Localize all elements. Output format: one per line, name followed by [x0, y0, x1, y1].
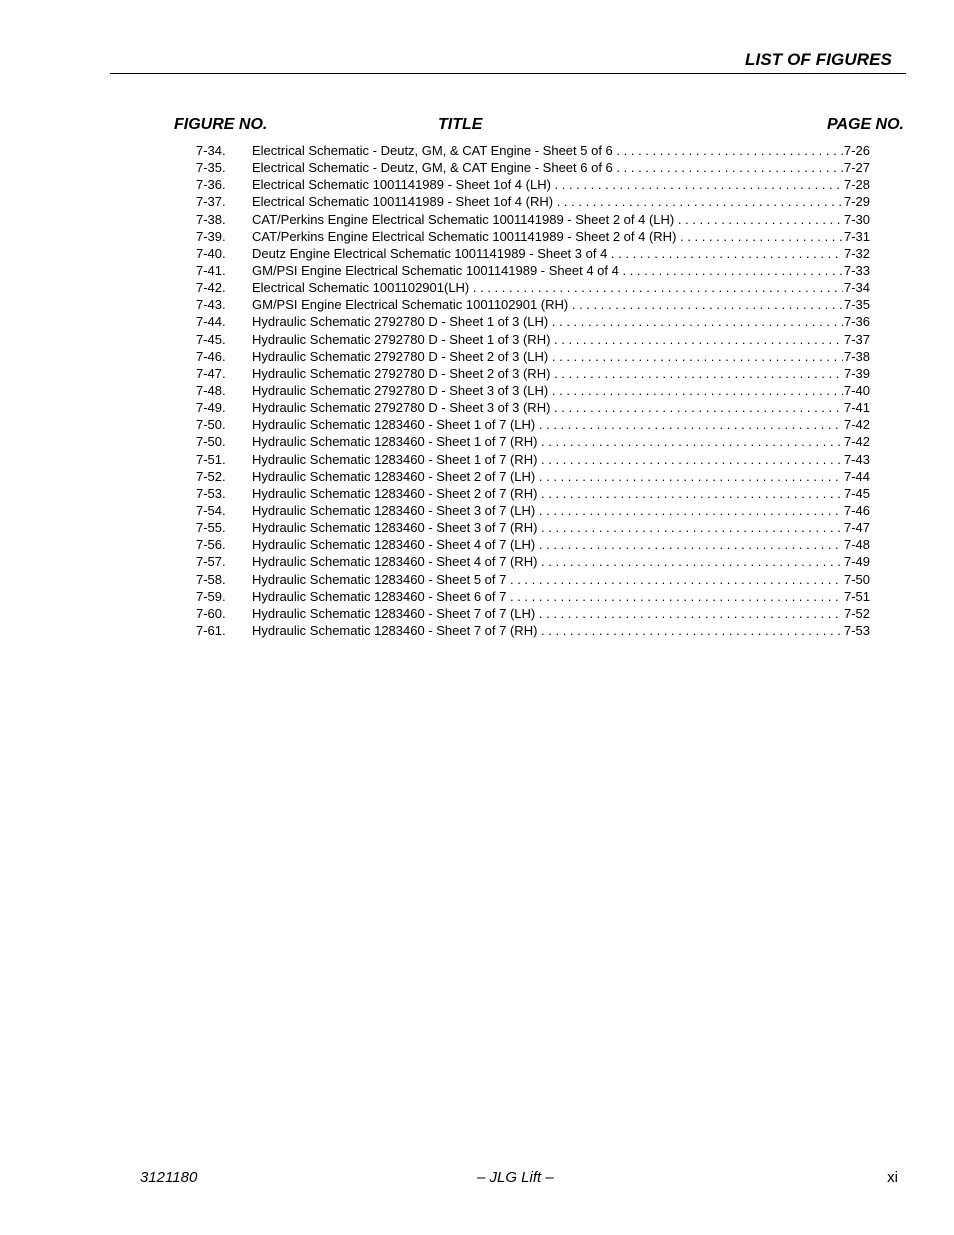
figure-page: 7-48 [843, 537, 870, 553]
figure-page: 7-43 [843, 451, 870, 467]
figure-title: Hydraulic Schematic 1283460 - Sheet 3 of 7 (LH) . . . [252, 503, 843, 518]
figure-entry [196, 212, 870, 229]
figure-entry [196, 537, 870, 554]
figure-title: Hydraulic Schematic 1283460 - Sheet 6 of 7 . . . [252, 589, 843, 604]
figure-entry [196, 572, 870, 589]
footer-page-number: xi [887, 1169, 898, 1186]
figure-number: 7-59. [196, 588, 226, 604]
figure-page: 7-28 [843, 177, 870, 193]
figure-title: Hydraulic Schematic 2792780 D - Sheet 2 of 3 (RH) . . . [252, 366, 843, 381]
figure-entry [196, 623, 870, 640]
figure-title: Hydraulic Schematic 1283460 - Sheet 4 of 7 (RH) . . . [252, 554, 843, 569]
figure-page: 7-35 [843, 297, 870, 313]
figure-number: 7-55. [196, 520, 226, 536]
figure-entry [196, 486, 870, 503]
figure-title: Hydraulic Schematic 2792780 D - Sheet 1 of 3 (LH) . . . [252, 314, 843, 329]
figure-title: Hydraulic Schematic 1283460 - Sheet 3 of 7 (RH) . . . [252, 520, 843, 535]
figure-title: Hydraulic Schematic 1283460 - Sheet 7 of 7 (LH) . . . [252, 606, 843, 621]
figure-title: Hydraulic Schematic 1283460 - Sheet 1 of 7 (LH) . . . [252, 417, 843, 432]
figure-number: 7-42. [196, 280, 226, 296]
figure-title: Electrical Schematic 1001102901(LH) . . . [252, 280, 843, 295]
figure-page: 7-42 [843, 417, 870, 433]
figure-entry [196, 229, 870, 246]
column-heading-figure-no: FIGURE NO. [174, 116, 268, 133]
figure-page: 7-41 [843, 400, 870, 416]
figure-entry [196, 503, 870, 520]
figure-title: CAT/Perkins Engine Electrical Schematic 1001141989 - Sheet 2 of 4 (LH) . . . [252, 212, 843, 227]
figure-page: 7-42 [843, 434, 870, 450]
figure-list [196, 143, 870, 640]
figure-page: 7-31 [843, 228, 870, 244]
figure-number: 7-60. [196, 605, 226, 621]
figure-entry [196, 452, 870, 469]
figure-number: 7-52. [196, 468, 226, 484]
figure-entry [196, 554, 870, 571]
figure-entry [196, 194, 870, 211]
figure-number: 7-39. [196, 228, 226, 244]
figure-page: 7-32 [843, 245, 870, 261]
figure-title: CAT/Perkins Engine Electrical Schematic 1001141989 - Sheet 2 of 4 (RH) . . . [252, 229, 843, 244]
figure-entry [196, 280, 870, 297]
figure-page: 7-46 [843, 502, 870, 518]
figure-title: Hydraulic Schematic 1283460 - Sheet 1 of 7 (RH) . . . [252, 434, 843, 449]
figure-page: 7-33 [843, 262, 870, 278]
figure-title: Hydraulic Schematic 1283460 - Sheet 5 of 7 . . . [252, 572, 843, 587]
figure-entry [196, 606, 870, 623]
figure-number: 7-46. [196, 348, 226, 364]
figure-entry [196, 246, 870, 263]
figure-number: 7-50. [196, 434, 226, 450]
footer-brand: – JLG Lift – [477, 1169, 554, 1186]
figure-title: Hydraulic Schematic 1283460 - Sheet 2 of 7 (LH) . . . [252, 469, 843, 484]
figure-number: 7-53. [196, 485, 226, 501]
figure-number: 7-37. [196, 194, 226, 210]
figure-number: 7-36. [196, 177, 226, 193]
footer-doc-number: 3121180 [140, 1169, 198, 1186]
figure-title: Hydraulic Schematic 1283460 - Sheet 4 of 7 (LH) . . . [252, 537, 843, 552]
figure-title: Deutz Engine Electrical Schematic 1001141989 - Sheet 3 of 4 . . . [252, 246, 843, 261]
figure-number: 7-57. [196, 554, 226, 570]
figure-page: 7-52 [843, 605, 870, 621]
figure-title: Hydraulic Schematic 2792780 D - Sheet 2 of 3 (LH) . . . [252, 349, 843, 364]
figure-title: Electrical Schematic 1001141989 - Sheet 1of 4 (LH) . . . [252, 177, 843, 192]
figure-entry [196, 160, 870, 177]
figure-entry [196, 383, 870, 400]
figure-number: 7-44. [196, 314, 226, 330]
figure-number: 7-35. [196, 160, 226, 176]
figure-entry [196, 349, 870, 366]
figure-title: Hydraulic Schematic 1283460 - Sheet 7 of 7 (RH) . . . [252, 623, 843, 638]
figure-entry [196, 434, 870, 451]
figure-page: 7-38 [843, 348, 870, 364]
figure-number: 7-38. [196, 211, 226, 227]
figure-entry [196, 417, 870, 434]
figure-number: 7-61. [196, 622, 226, 638]
figure-page: 7-50 [843, 571, 870, 587]
column-heading-title: TITLE [438, 116, 483, 133]
header-rule [110, 73, 906, 74]
figure-number: 7-56. [196, 537, 226, 553]
figure-page: 7-49 [843, 554, 870, 570]
column-heading-page-no: PAGE NO. [826, 116, 904, 133]
figure-entry [196, 400, 870, 417]
figure-entry [196, 314, 870, 331]
figure-number: 7-51. [196, 451, 226, 467]
figure-title: Hydraulic Schematic 2792780 D - Sheet 1 of 3 (RH) . . . [252, 332, 843, 347]
figure-number: 7-34. [196, 143, 226, 158]
figure-number: 7-50. [196, 417, 226, 433]
figure-title: Electrical Schematic 1001141989 - Sheet 1of 4 (RH) . . . [252, 194, 843, 209]
figure-number: 7-43. [196, 297, 226, 313]
figure-title: Electrical Schematic - Deutz, GM, & CAT Engine - Sheet 6 of 6 . . . [252, 160, 843, 175]
figure-page: 7-45 [843, 485, 870, 501]
figure-number: 7-58. [196, 571, 226, 587]
figure-page: 7-36 [843, 314, 870, 330]
figure-number: 7-45. [196, 331, 226, 347]
figure-page: 7-29 [843, 194, 870, 210]
page-header-title: LIST OF FIGURES [745, 50, 892, 69]
figure-entry [196, 263, 870, 280]
figure-page: 7-39 [843, 365, 870, 381]
figure-page: 7-34 [843, 280, 870, 296]
figure-title: Hydraulic Schematic 2792780 D - Sheet 3 of 3 (RH) . . . [252, 400, 843, 415]
figure-page: 7-47 [843, 520, 870, 536]
figure-number: 7-40. [196, 245, 226, 261]
figure-entry [196, 332, 870, 349]
figure-page: 7-27 [843, 160, 870, 176]
figure-entry [196, 143, 870, 160]
figure-title: Hydraulic Schematic 2792780 D - Sheet 3 of 3 (LH) . . . [252, 383, 843, 398]
figure-entry [196, 297, 870, 314]
figure-page: 7-53 [843, 622, 870, 638]
figure-title: Hydraulic Schematic 1283460 - Sheet 2 of 7 (RH) . . . [252, 486, 843, 501]
figure-title: GM/PSI Engine Electrical Schematic 1001141989 - Sheet 4 of 4 . . . [252, 263, 843, 278]
figure-number: 7-54. [196, 502, 226, 518]
figure-title: GM/PSI Engine Electrical Schematic 1001102901 (RH) . . . [252, 297, 843, 312]
figure-entry [196, 177, 870, 194]
figure-number: 7-48. [196, 382, 226, 398]
figure-page: 7-37 [843, 331, 870, 347]
figure-title: Electrical Schematic - Deutz, GM, & CAT Engine - Sheet 5 of 6 . . . [252, 143, 843, 158]
figure-entry [196, 589, 870, 606]
figure-entry [196, 520, 870, 537]
figure-page: 7-40 [843, 382, 870, 398]
figure-entry [196, 366, 870, 383]
figure-page: 7-26 [843, 143, 870, 158]
figure-page: 7-44 [843, 468, 870, 484]
figure-page: 7-51 [843, 588, 870, 604]
figure-entry [196, 469, 870, 486]
figure-number: 7-41. [196, 262, 226, 278]
figure-page: 7-30 [843, 211, 870, 227]
figure-number: 7-47. [196, 365, 226, 381]
figure-number: 7-49. [196, 400, 226, 416]
figure-title: Hydraulic Schematic 1283460 - Sheet 1 of 7 (RH) . . . [252, 452, 843, 467]
